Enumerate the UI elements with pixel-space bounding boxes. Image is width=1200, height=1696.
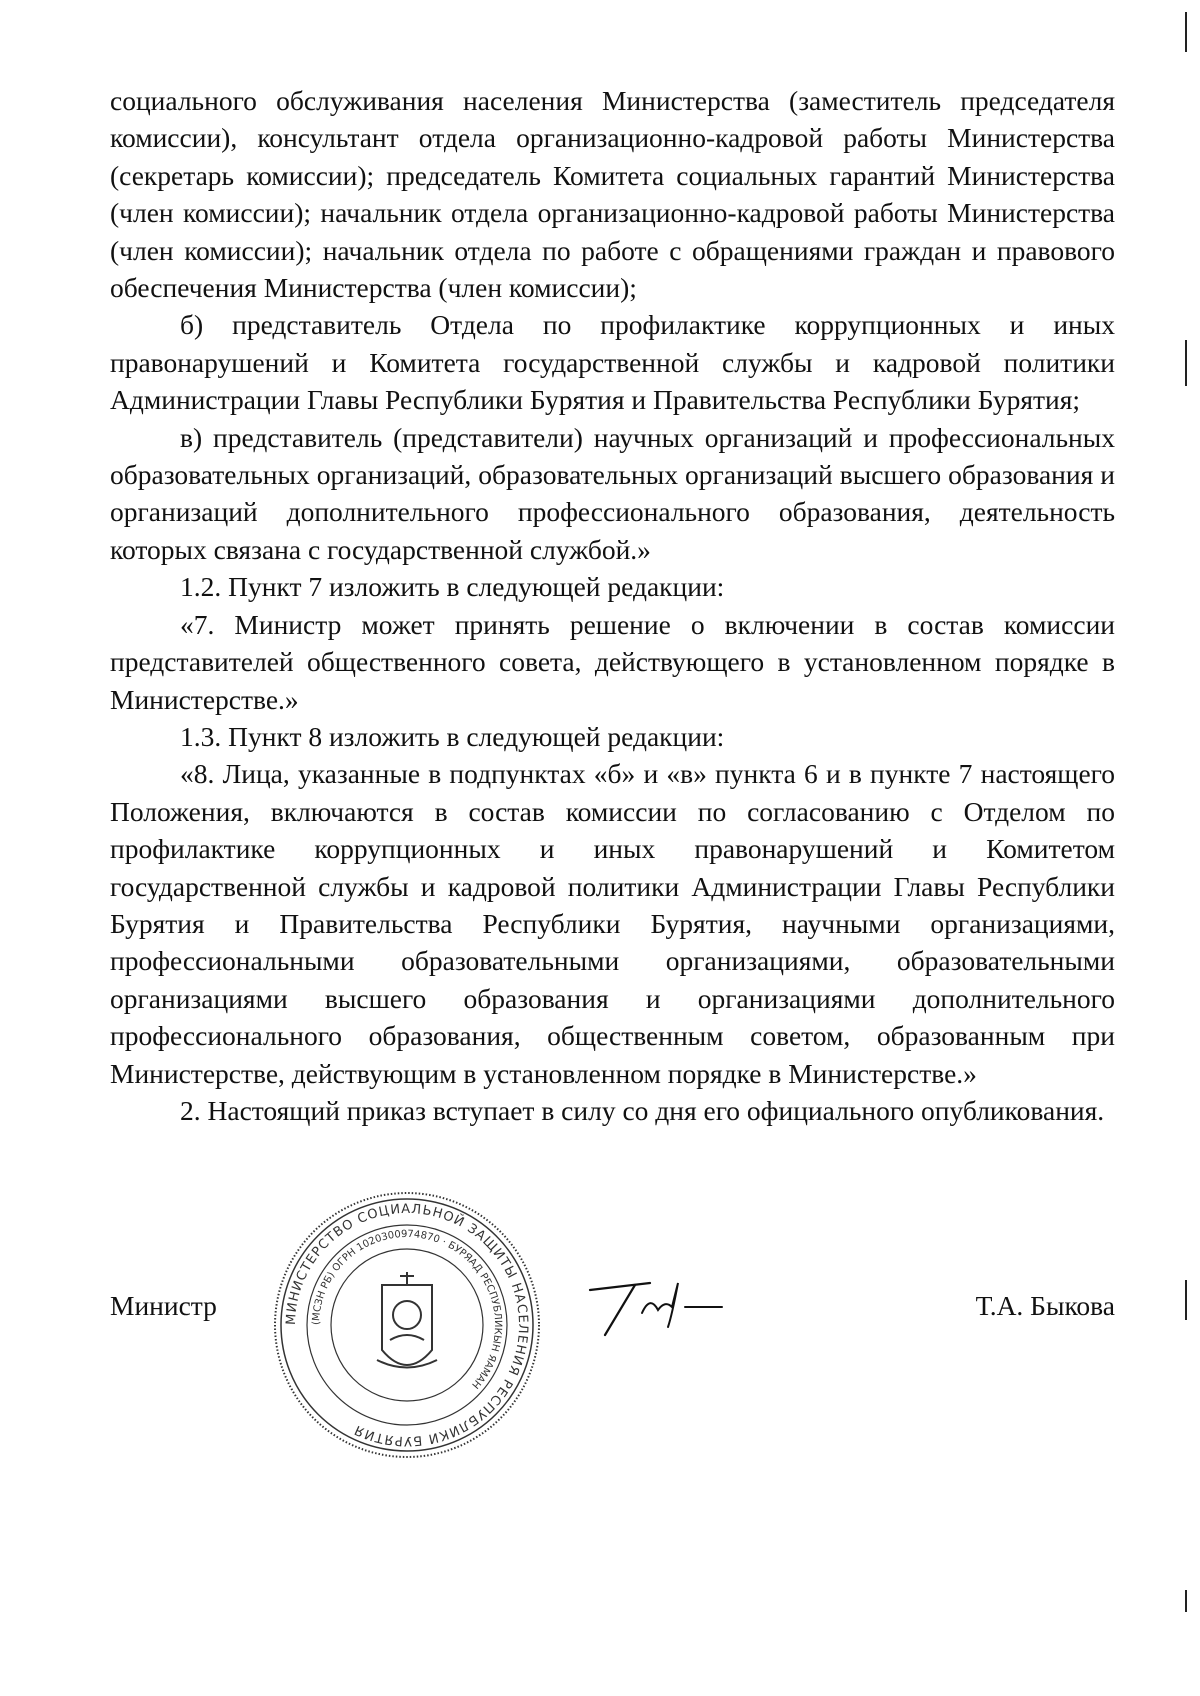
svg-text:МИНИСТЕРСТВО СОЦИАЛЬНОЙ ЗАЩИТЫ: МИНИСТЕРСТВО СОЦИАЛЬНОЙ ЗАЩИТЫ НАСЕЛЕНИЯ РЕСПУБЛИКИ БУРЯТИЯ <box>283 1201 531 1449</box>
official-seal-icon <box>272 1190 542 1460</box>
scan-margin-mark <box>1185 12 1187 52</box>
scan-margin-mark <box>1185 1590 1187 1612</box>
scan-margin-mark <box>1185 340 1187 386</box>
document-body <box>110 82 1115 1129</box>
signature-block <box>110 1190 1115 1490</box>
paragraph-commission-members: социального обслуживания населения Министерства (заместитель председателя комиссии), консультант отдела организационно-кадровой работы Министерства (секретарь комиссии); председатель Комитета социальных гарантий Министерства (член комиссии); начальник отдела организационно-кадровой работы Министерства (член комиссии); начальник отдела по работе с обращениями граждан и правового обеспечения Министерства (член комиссии); <box>110 85 1115 304</box>
svg-text:(МСЗН РБ) ОГРН 1020300974870 ·: (МСЗН РБ) ОГРН 1020300974870 · БУРЯАД РЕСПУБЛИКЫН ЯАМАН <box>310 1228 504 1391</box>
paragraph-item-b: б) представитель Отдела по профилактике коррупционных и иных правонарушений и Комитета государственной службы и кадровой политики Администрации Главы Республики Бурятия и Правительства Республики Бурятия; <box>110 309 1115 416</box>
coat-of-arms-icon <box>377 1272 437 1368</box>
handwritten-signature-icon <box>580 1265 730 1345</box>
paragraph-point-7: «7. Министр может принять решение о включении в состав комиссии представителей общественного совета, действующего в установленном порядке в Министерстве.» <box>110 608 1115 715</box>
scan-margin-mark <box>1185 1280 1187 1320</box>
paragraph-point-8: «8. Лица, указанные в подпунктах «б» и «в» пункта 6 и в пункте 7 настоящего Положения, включаются в состав комиссии по согласованию с Отделом по профилактике коррупционных и иных правонарушений и Комитетом государственной службы и кадровой политики Администрации Главы Республики Бурятия и Правительства Республики Бурятия, научными организациями, профессиональными образовательными организациями, образовательными организациями высшего образования и организациями дополнительного профессионального образования, общественным советом, образованным при Министерстве, действующим в установленном порядке в Министерстве.» <box>110 758 1115 1089</box>
signatory-role: Министр <box>110 1290 217 1321</box>
paragraph-item-v: в) представитель (представители) научных организаций и профессиональных образовательных организаций, образовательных организаций высшего образования и организаций дополнительного профессионального образования, деятельность которых связана с государственной службой.» <box>110 421 1115 565</box>
paragraph-1-2-heading: 1.2. Пункт 7 изложить в следующей редакции: <box>180 571 725 603</box>
paragraph-1-3-heading: 1.3. Пункт 8 изложить в следующей редакции: <box>180 720 725 752</box>
signatory-name: Т.А. Быкова <box>975 1290 1115 1321</box>
paragraph-effective-date: 2. Настоящий приказ вступает в силу со дня его официального опубликования. <box>180 1094 1105 1126</box>
